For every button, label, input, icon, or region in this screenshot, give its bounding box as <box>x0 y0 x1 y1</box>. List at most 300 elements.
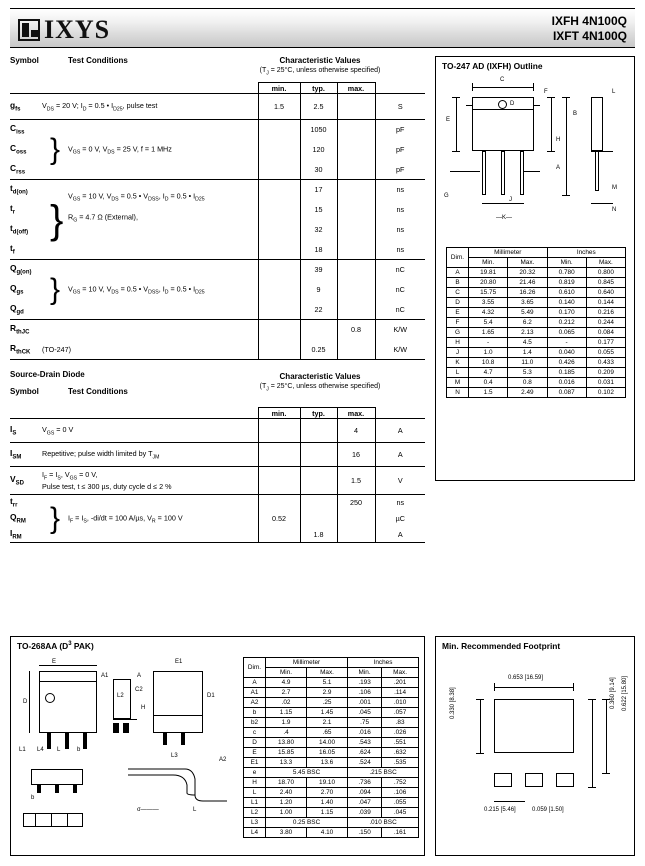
hdr-in-max: Max. <box>586 258 625 268</box>
col-typ: typ. <box>300 408 337 419</box>
val-max <box>337 340 375 360</box>
val-min: 0.52 <box>258 511 300 527</box>
cell-mm-min: 2.40 <box>266 788 307 798</box>
cond-ism: Repetitive; pulse width limited by $T_{JM}$ <box>42 448 160 461</box>
main-content <box>10 56 635 646</box>
cell-mm-min: 10.8 <box>469 358 508 368</box>
val-min <box>258 240 300 260</box>
footprint-dim-bottom-pad: 0.215 [5.46] <box>484 807 516 813</box>
cell-dim: M <box>447 378 469 388</box>
val-min <box>258 527 300 543</box>
cell-mm-max: 2.9 <box>307 688 348 698</box>
cell-mm-max: 1.40 <box>307 798 348 808</box>
cell-dim: L1 <box>244 798 266 808</box>
val-max <box>337 511 375 527</box>
cell-dim: L3 <box>244 818 266 828</box>
cell-mm-max: 2.13 <box>508 328 547 338</box>
val-min <box>258 160 300 180</box>
cell-mm-max: 1.15 <box>307 808 348 818</box>
table-row <box>10 94 425 120</box>
dim-label-E: E <box>446 117 451 123</box>
table-row <box>447 358 626 368</box>
table-row <box>10 340 425 360</box>
table-row-minmax-header <box>10 408 425 419</box>
cell-mm-min: 18.70 <box>266 778 307 788</box>
cell-dim: e <box>244 768 266 778</box>
cell-in-max: 0.433 <box>586 358 625 368</box>
col-header-symbol: Symbol <box>10 387 39 396</box>
dim-label-b: b <box>77 747 81 753</box>
table-row <box>10 260 425 280</box>
cell-in-max: .045 <box>382 808 419 818</box>
unit: pF <box>396 164 405 174</box>
hdr-in-min: Min. <box>547 258 586 268</box>
to247-dimension-table <box>446 247 626 398</box>
cell-dim: E1 <box>244 758 266 768</box>
symbol-qg-on: $Q_{g(on)}$ <box>10 263 32 277</box>
cell-in-min: .543 <box>348 738 382 748</box>
cell-in-max: 0.144 <box>586 298 625 308</box>
to268-lead-profile <box>123 761 233 807</box>
dim-label-C: C <box>500 77 505 83</box>
cell-mm-min: 5.4 <box>469 318 508 328</box>
cell-in-min: .039 <box>348 808 382 818</box>
val-min <box>258 495 300 511</box>
to247-outline-box <box>435 56 635 481</box>
dim-label-L2: L2 <box>117 693 124 699</box>
diode-section-title: Source-Drain Diode <box>10 370 85 379</box>
table-row <box>244 828 419 838</box>
col-max: max. <box>337 83 375 94</box>
cell-in-min: .193 <box>348 678 382 688</box>
cell-mm-bsc: 0.25 BSC <box>266 818 348 828</box>
val-max <box>337 180 375 200</box>
table-row <box>244 748 419 758</box>
col-header-subtitle: ($T_J = 25^\circ C$, unless otherwise specified) <box>259 383 381 393</box>
cell-in-min: 0.016 <box>547 378 586 388</box>
val-typ: 9 <box>300 280 337 300</box>
cell-mm-min: 4.32 <box>469 308 508 318</box>
val-min <box>258 443 300 467</box>
part-number-2: IXFT 4N100Q <box>552 29 627 43</box>
hdr-millimeter: Millimeter <box>469 248 548 258</box>
col-max: max. <box>337 408 375 419</box>
cell-mm-max: 5.3 <box>508 368 547 378</box>
part-numbers <box>552 14 627 44</box>
cell-dim: K <box>447 358 469 368</box>
table-row <box>447 378 626 388</box>
val-typ: 1.8 <box>300 527 337 543</box>
table-row <box>447 318 626 328</box>
cell-mm-max: 11.0 <box>508 358 547 368</box>
footprint-main-pad <box>494 699 574 753</box>
dim-label-L-bottom: L <box>193 807 197 813</box>
symbol-coss: $C_{oss}$ <box>10 143 27 156</box>
cell-in-min: - <box>547 338 586 348</box>
cell-mm-min: 1.20 <box>266 798 307 808</box>
symbol-irm: $I_{RM}$ <box>10 527 22 541</box>
val-typ: 17 <box>300 180 337 200</box>
cell-in-max: 0.055 <box>586 348 625 358</box>
cell-mm-max: 2.1 <box>307 718 348 728</box>
val-typ: 32 <box>300 220 337 240</box>
table-row <box>244 678 419 688</box>
table-row-minmax-header <box>10 83 425 94</box>
cell-in-max: 0.084 <box>586 328 625 338</box>
footprint-title: Min. Recommended Footprint <box>442 641 561 651</box>
symbol-td-on: $t_{d(on)}$ <box>10 183 28 197</box>
dim-label-K: —K— <box>496 215 513 221</box>
to247-lead <box>520 151 524 195</box>
val-min <box>258 180 300 200</box>
val-max <box>337 260 375 280</box>
cell-dim: F <box>447 318 469 328</box>
val-min <box>258 467 300 495</box>
cell-mm-max: 21.46 <box>508 278 547 288</box>
val-typ <box>300 495 337 511</box>
unit: pF <box>396 125 405 135</box>
cell-dim: A <box>244 678 266 688</box>
cell-mm-min: 1.00 <box>266 808 307 818</box>
val-typ: 15 <box>300 200 337 220</box>
cell-in-max: 0.031 <box>586 378 625 388</box>
val-typ: 18 <box>300 240 337 260</box>
unit: V <box>397 476 403 485</box>
cell-mm-max: 5.49 <box>508 308 547 318</box>
cell-mm-bsc: 5.45 BSC <box>266 768 348 778</box>
to247-lead <box>482 151 486 195</box>
cell-in-max: .010 <box>382 698 419 708</box>
cell-in-min: 0.170 <box>547 308 586 318</box>
val-min <box>258 220 300 240</box>
val-typ <box>300 443 337 467</box>
table-row <box>447 348 626 358</box>
symbol-ciss: $C_{iss}$ <box>10 123 25 137</box>
cell-in-min: .150 <box>348 828 382 838</box>
hdr-mm-max: Max. <box>508 258 547 268</box>
table-row <box>244 788 419 798</box>
ixys-logo-mark-icon <box>18 19 40 41</box>
cell-dim: A2 <box>244 698 266 708</box>
col-header-test-conditions: Test Conditions <box>68 56 128 65</box>
symbol-rthjc: $R_{thJC}$ <box>10 323 30 337</box>
col-typ: typ. <box>300 83 337 94</box>
val-max <box>337 94 375 120</box>
col-header-subtitle: ($T_J = 25^\circ C$, unless otherwise specified) <box>259 67 381 77</box>
dim-label-C2: C2 <box>135 687 143 693</box>
val-min: 1.5 <box>258 94 300 120</box>
part-number-1: IXFH 4N100Q <box>551 14 627 28</box>
cell-in-bsc: .215 BSC <box>348 768 419 778</box>
footprint-lead-pad <box>525 773 543 787</box>
val-max: 250 <box>337 495 375 511</box>
footprint-dim-top: 0.653 [16.59] <box>508 675 544 681</box>
cond-is: $V_{GS} = 0$ V <box>42 424 74 437</box>
cell-dim: L2 <box>244 808 266 818</box>
cell-mm-min: 4.7 <box>469 368 508 378</box>
table-row <box>244 818 419 828</box>
table-row <box>447 278 626 288</box>
symbol-vsd: $V_{SD}$ <box>10 474 24 487</box>
cell-in-min: .736 <box>348 778 382 788</box>
dim-label-D: D <box>23 699 28 705</box>
cell-dim: L <box>244 788 266 798</box>
dim-label-E1: E1 <box>175 659 183 665</box>
val-min <box>258 419 300 443</box>
val-typ <box>300 320 337 340</box>
hdr-dim: Dim. <box>244 658 266 678</box>
symbol-qgs: $Q_{gs}$ <box>10 283 24 296</box>
table-row <box>10 180 425 200</box>
val-typ: 22 <box>300 300 337 320</box>
val-min <box>258 320 300 340</box>
unit: pF <box>396 145 405 154</box>
cell-dim: D <box>447 298 469 308</box>
dim-label-L: L <box>57 747 61 753</box>
datasheet-page <box>0 8 645 866</box>
val-min <box>258 140 300 160</box>
hdr-dim: Dim. <box>447 248 469 268</box>
cond-capacitance: } $V_{GS} = 0$ V, $V_{DS} = 25$ V, f = 1 MHz <box>50 132 172 166</box>
to247-mounting-hole <box>498 100 507 109</box>
cell-in-max: 0.800 <box>586 268 625 278</box>
table-row <box>244 698 419 708</box>
val-typ: 2.5 <box>300 94 337 120</box>
symbol-crss: $C_{rss}$ <box>10 162 26 176</box>
col-header-characteristic-values: Characteristic Values <box>279 56 361 65</box>
dim-label-A1: A1 <box>101 673 109 679</box>
table-row <box>447 268 626 278</box>
cell-mm-min: 4.9 <box>266 678 307 688</box>
cell-in-min: .001 <box>348 698 382 708</box>
cell-in-max: 0.640 <box>586 288 625 298</box>
unit: nC <box>395 265 405 275</box>
cell-in-max: .055 <box>382 798 419 808</box>
cell-mm-min: 13.3 <box>266 758 307 768</box>
main-parameter-table <box>10 82 425 360</box>
footprint-box <box>435 636 635 856</box>
table-row <box>244 768 419 778</box>
table-header-row <box>244 658 419 668</box>
hdr-in-min: Min. <box>348 668 382 678</box>
cell-mm-min: 20.80 <box>469 278 508 288</box>
hdr-mm-max: Max. <box>307 668 348 678</box>
symbol-tf: $t_f$ <box>10 242 15 256</box>
cell-in-min: .047 <box>348 798 382 808</box>
col-header-characteristic-values: Characteristic Values <box>279 372 361 381</box>
dim-label-J: J <box>509 197 512 203</box>
val-max <box>337 220 375 240</box>
val-min <box>258 260 300 280</box>
cell-in-min: .045 <box>348 708 382 718</box>
cell-mm-min: 3.55 <box>469 298 508 308</box>
cell-mm-min: 15.85 <box>266 748 307 758</box>
table-header-row <box>244 668 419 678</box>
cell-mm-max: 1.4 <box>508 348 547 358</box>
val-min <box>258 280 300 300</box>
table-row <box>447 328 626 338</box>
parameter-tables <box>10 56 425 543</box>
cell-in-min: .106 <box>348 688 382 698</box>
cell-in-min: .016 <box>348 728 382 738</box>
cell-dim: L <box>447 368 469 378</box>
unit: ns <box>396 205 405 214</box>
table-row <box>244 758 419 768</box>
col-header-test-conditions: Test Conditions <box>68 387 128 396</box>
cell-in-min: 0.140 <box>547 298 586 308</box>
symbol-td-off: $t_{d(off)}$ <box>10 223 29 236</box>
cell-dim: A <box>447 268 469 278</box>
cond-rthjc <box>42 320 258 340</box>
table-row <box>10 120 425 140</box>
dim-label-G: G <box>444 193 449 199</box>
cell-mm-max: 1.45 <box>307 708 348 718</box>
symbol-is: $I_S$ <box>10 424 17 437</box>
cell-mm-min: 19.81 <box>469 268 508 278</box>
table-row <box>10 320 425 340</box>
table-row <box>447 388 626 398</box>
ixys-logo-text: IXYS <box>44 15 111 44</box>
footprint-dim-bottom-gap: 0.059 [1.50] <box>532 807 564 813</box>
val-max: 4 <box>337 419 375 443</box>
cell-in-min: 0.426 <box>547 358 586 368</box>
val-typ: 1050 <box>300 120 337 140</box>
dim-label-b2: b <box>31 795 35 801</box>
table-row <box>10 443 425 467</box>
dim-label-F: F <box>544 89 548 95</box>
val-typ <box>300 419 337 443</box>
cell-in-min: .524 <box>348 758 382 768</box>
cond-vsd: $I_F = I_S$, $V_{GS} = 0$ V, Pulse test, t ≤ 300 µs, duty cycle d ≤ 2 % <box>42 470 172 491</box>
table-row <box>244 718 419 728</box>
unit: ns <box>396 185 405 195</box>
cell-in-max: .026 <box>382 728 419 738</box>
hdr-millimeter: Millimeter <box>266 658 348 668</box>
to268-dimension-table <box>243 657 419 838</box>
table-header-row <box>447 258 626 268</box>
cell-in-max: .114 <box>382 688 419 698</box>
footprint-lead-pad <box>556 773 574 787</box>
cell-mm-min: - <box>469 338 508 348</box>
cell-mm-max: 4.5 <box>508 338 547 348</box>
cell-dim: b <box>244 708 266 718</box>
unit: A <box>397 529 403 539</box>
cell-dim: E <box>244 748 266 758</box>
cell-in-max: .632 <box>382 748 419 758</box>
cell-in-min: .624 <box>348 748 382 758</box>
cell-dim: H <box>244 778 266 788</box>
cell-in-max: .535 <box>382 758 419 768</box>
cell-mm-max: 16.26 <box>508 288 547 298</box>
cell-dim: A1 <box>244 688 266 698</box>
table-row <box>244 688 419 698</box>
cell-in-max: .106 <box>382 788 419 798</box>
dim-label-E: E <box>52 659 57 665</box>
table-header-row <box>447 248 626 258</box>
val-typ: 39 <box>300 260 337 280</box>
val-max: 16 <box>337 443 375 467</box>
table-row <box>447 288 626 298</box>
val-typ: 30 <box>300 160 337 180</box>
cell-in-max: .057 <box>382 708 419 718</box>
footprint-dim-left: 0.330 [8.38] <box>450 687 456 719</box>
unit: nC <box>395 304 405 314</box>
ixys-logo <box>18 15 110 45</box>
hdr-inches: Inches <box>348 658 419 668</box>
page-header <box>10 8 635 48</box>
table-row <box>447 368 626 378</box>
to268-title: TO-268AA ($D^3$ PAK) <box>17 641 94 651</box>
val-min <box>258 300 300 320</box>
cond-gfs: $V_{DS} = 20$ V; $I_D = 0.5$ • $I_{D25}$, pulse test <box>42 100 158 113</box>
cond-recovery: } $I_F = I_S$, -di/dt = 100 A/µs, $V_R = 100$ V <box>50 501 183 535</box>
val-max <box>337 200 375 220</box>
table-row <box>244 778 419 788</box>
cell-mm-min: .02 <box>266 698 307 708</box>
cell-mm-min: 1.0 <box>469 348 508 358</box>
cell-in-bsc: .010 BSC <box>348 818 419 828</box>
symbol-rthck: $R_{thCK}$ <box>10 342 31 356</box>
cond-switching: } $V_{GS} = 10$ V, $V_{DS} = 0.5$ • $V_{DSS}$, $I_D = 0.5$ • $I_{D25}$ $R_G = 4.7$ Ω (External), <box>50 191 205 242</box>
col-header-symbol: Symbol <box>10 56 39 65</box>
cell-mm-max: 2.49 <box>508 388 547 398</box>
val-max <box>337 140 375 160</box>
to247-lead <box>501 151 505 195</box>
unit: K/W <box>393 325 408 335</box>
cell-mm-max: .65 <box>307 728 348 738</box>
cell-dim: C <box>447 288 469 298</box>
val-max <box>337 120 375 140</box>
dim-label-D1: D1 <box>207 693 215 699</box>
cell-in-min: 0.087 <box>547 388 586 398</box>
unit: K/W <box>393 344 408 354</box>
col-min: min. <box>258 408 300 419</box>
cell-mm-max: 2.70 <box>307 788 348 798</box>
unit: ns <box>396 244 405 254</box>
cell-in-min: 0.040 <box>547 348 586 358</box>
dim-label-A: A <box>137 673 142 679</box>
cell-dim: N <box>447 388 469 398</box>
cell-in-max: .551 <box>382 738 419 748</box>
cell-in-min: 0.185 <box>547 368 586 378</box>
table-row <box>244 728 419 738</box>
cell-mm-min: 1.65 <box>469 328 508 338</box>
unit: A <box>397 450 403 459</box>
diode-parameter-table <box>10 407 425 543</box>
cell-in-min: 0.610 <box>547 288 586 298</box>
cell-mm-max: 3.65 <box>508 298 547 308</box>
symbol-tr: $t_r$ <box>10 203 16 216</box>
to268-outline-box <box>10 636 425 856</box>
footprint-lead-pad <box>494 773 512 787</box>
cell-dim: B <box>447 278 469 288</box>
val-typ: 0.25 <box>300 340 337 360</box>
dim-label-M: M <box>612 185 617 191</box>
table-row <box>244 798 419 808</box>
val-max <box>337 240 375 260</box>
symbol-ism: $I_{SM}$ <box>10 448 22 461</box>
cell-dim: G <box>447 328 469 338</box>
hdr-inches: Inches <box>547 248 626 258</box>
cell-mm-max: 19.10 <box>307 778 348 788</box>
hdr-in-max: Max. <box>382 668 419 678</box>
cell-dim: L4 <box>244 828 266 838</box>
cell-mm-max: 4.10 <box>307 828 348 838</box>
main-table-header <box>10 56 425 82</box>
val-typ: 120 <box>300 140 337 160</box>
dim-label-B: B <box>573 111 578 117</box>
cell-mm-max: 5.1 <box>307 678 348 688</box>
